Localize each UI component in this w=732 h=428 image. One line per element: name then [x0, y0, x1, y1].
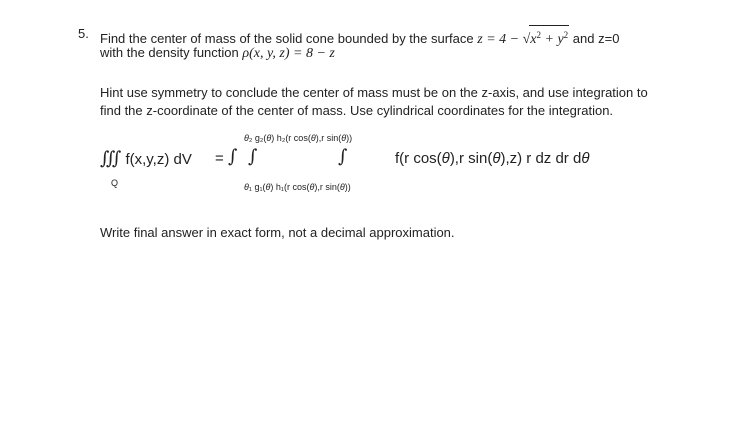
problem-number: 5. [78, 26, 89, 41]
hint-line-1: Hint use symmetry to conclude the center of mass must be on the z-axis, and use integration to [100, 85, 648, 100]
density-function: ρ(x, y, z) = 8 − z [242, 46, 335, 61]
problem-line-2-text: with the density function [100, 45, 239, 60]
equals-sign: = [215, 150, 224, 167]
problem-line-2 [100, 44, 335, 63]
region-label: Q [111, 178, 119, 188]
triple-integral-lhs: ∭ f(x,y,z) dV [100, 148, 192, 169]
lower-limits: θ₁ g₁(θ) h₁(r cos(θ),r sin(θ)) [244, 182, 351, 192]
upper-limits: θ₂ g₂(θ) h₂(r cos(θ),r sin(θ)) [244, 133, 353, 143]
problem-line-1-text: Find the center of mass of the solid cone bounded by the surface [100, 31, 474, 46]
hint-line-2: find the z-coordinate of the center of mass. Use cylindrical coordinates for the integration. [100, 103, 614, 118]
integrand: f(r cos(θ),r sin(θ),z) r dz dr dθ [395, 150, 590, 167]
instruction: Write final answer in exact form, not a decimal approximation. [100, 225, 455, 240]
surface-equation: $z = 4 - √x^2 + y^2$ [477, 32, 569, 47]
problem-line-1-suffix: and z=0 [572, 31, 620, 46]
